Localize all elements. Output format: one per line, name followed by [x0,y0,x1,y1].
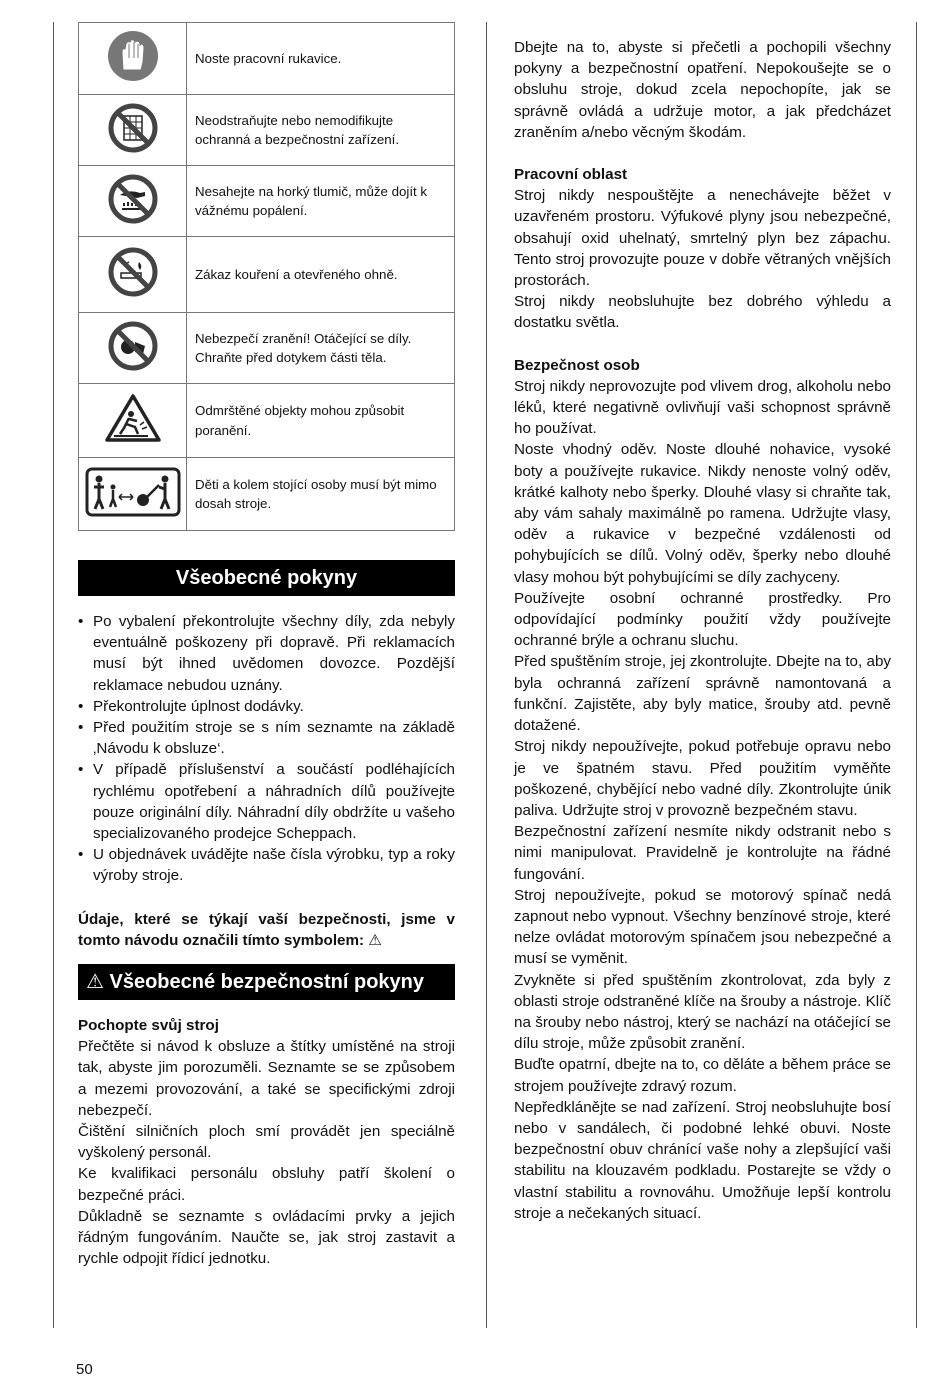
left-margin-line [53,22,54,1328]
general-list [78,611,455,887]
understand-machine-section [78,1015,455,1269]
list-item: • U objednávek uvádějte naše čísla výrobku, typ a roky výroby stroje. [78,844,455,886]
symbol-text: Nesahejte na horký tlumič, může dojít k vážnému popálení. [187,166,455,237]
gloves-icon [79,23,187,95]
list-item: • V případě příslušenství a součástí podléhajících rychlému opotřebení a náhradních dílů používejte pouze originální díly. Náhradní díly obdržíte u vašeho specializovaného prodejce Scheppach. [78,759,455,844]
right-column [514,37,891,1224]
page-number: 50 [76,1361,93,1378]
safety-note: Údaje, které se týkají vaší bezpečnosti, jsme v tomto návodu označili tímto symbolem: ⚠ [78,911,455,950]
paragraph: Stroj nikdy nespouštějte a nenechávejte běžet v uzavřeném prostoru. Výfukové plyny jsou nebezpečné, obsahují oxid uhelnatý, smrtelný plyn bez zápachu. Tento stroj provozujte pouze v dobře větraných vnějších prostorách. [514,187,891,290]
right-margin-line [916,22,917,1328]
paragraph: Noste vhodný oděv. Noste dlouhé nohavice, vysoké boty a používejte rukavice. Nikdy nenoste volný oděv, krátké kalhoty nebo šperky. Dlouhé vlasy si chraňte tak, aby vám sahaly maximálně po ramena. Udržujte vlasy, oděv a rukavice v bezpečné vzdálenosti od pohybujících se dílů. Volný oděv, šperky nebo dlouhé vlasy mohou být pohybujícími se díly zachyceny. [514,441,891,586]
general-title: Všeobecné pokyny [175,567,358,589]
understand-heading: Pochopte svůj stroj [78,1017,219,1034]
paragraph: Důkladně se seznamte s ovládacími prvky a jejich řádným fungováním. Naučte se, jak stroj zastavit a rychle odpojit řídicí jednotku. [78,1207,455,1268]
no-modify-guard-icon [79,95,187,166]
symbol-text: Odmrštěné objekty mohou způsobit poranění. [187,384,455,458]
paragraph: Buďte opatrní, dbejte na to, co děláte a během práce se strojem používejte zdravý rozum. [514,1056,891,1095]
paragraph: Stroj nikdy neobsluhujte bez dobrého výhledu a dostatku světla. [514,293,891,332]
paragraph: Stroj nikdy nepoužívejte, pokud potřebuje opravu nebo je ve špatném stavu. Před použitím vyměňte poškozené, chybějící nebo vadné díly. Zkontrolujte únik paliva. Udržujte stroj v provozně bezpečném stavu. [514,738,891,819]
symbol-text: Děti a kolem stojící osoby musí být mimo dosah stroje. [187,458,455,531]
intro-paragraph: Dbejte na to, abyste si přečetli a pochopili všechny pokyny a bezpečnostní opatření. Nepokoušejte se o obsluhu stroje, dokud zcela nepochopíte, jak se správně ovládá a udržuje motor, a jak předcházet zraněním a/nebo věcným škodám. [514,39,891,141]
symbol-row [79,237,455,313]
symbol-text: Noste pracovní rukavice. [187,23,455,95]
paragraph: Čištění silničních ploch smí provádět jen speciálně vyškolený personál. [78,1123,455,1162]
rotating-parts-icon [79,313,187,384]
safety-title: ⚠ Všeobecné bezpečnostní pokyny [86,971,425,993]
paragraph: Používejte osobní ochranné prostředky. Pro odpovídající podmínky použití vždy používejte ochranné brýle a ochranu sluchu. [514,589,891,650]
thrown-objects-icon [79,384,187,458]
symbol-text: Neodstraňujte nebo nemodifikujte ochranná a bezpečnostní zařízení. [187,95,455,166]
symbol-row [79,95,455,166]
symbol-row [79,384,455,458]
general-instructions-banner [78,560,455,596]
safety-instructions-banner [78,964,455,1000]
list-item: • Před použitím stroje se s ním seznamte na základě ‚Návodu k obsluze‘. [78,717,455,759]
paragraph: Přečtěte si návod k obsluze a štítky umístěné na stroji tak, abyste jim porozuměli. Seznamte se se způsobem a mezemi provozování, a také se specifickými zdroji nebezpečí. [78,1038,455,1119]
symbol-text: Nebezpečí zranění! Otáčející se díly. Chraňte před dotykem části těla. [187,313,455,384]
safety-note-block [78,909,455,951]
list-item: • Po vybalení překontrolujte všechny díly, zda nebyly eventuálně poškozeny při dopravě. Při reklamacích musí být ihned uvědomen dovozce. Pozdější reklamace nebudou uznány. [78,611,455,696]
paragraph: Nepředklánějte se nad zařízení. Stroj neobsluhujte bosí nebo v sandálech, či podobné lehké obuvi. Noste bezpečnostní obuv chránící vaše nohy a zlepšující vaši stabilitu na klouzavém podkladu. Postarejte se vždy o vlastní stabilitu a rovnováhu. Umožňuje lepší kontrolu stroje a nečekaných situací. [514,1098,891,1222]
personal-safety-heading: Bezpečnost osob [514,356,640,374]
no-touch-hot-muffler-icon [79,166,187,237]
work-area-heading: Pracovní oblast [514,166,628,184]
no-smoking-icon [79,237,187,313]
symbol-row [79,166,455,237]
keep-distance-icon [79,458,187,531]
symbol-text: Zákaz kouření a otevřeného ohně. [187,237,455,313]
paragraph: Bezpečnostní zařízení nesmíte nikdy odstranit nebo s nimi manipulovat. Pravidelně je kontrolujte na řádné fungování. [514,823,891,883]
symbol-row [79,23,455,95]
paragraph: Před spuštěním stroje, jej zkontrolujte. Dbejte na to, aby byla ochranná zařízení správně namontovaná a funkční. Zajistěte, aby byly matice, šrouby atd. pevně dotažené. [514,653,891,735]
list-item: • Překontrolujte úplnost dodávky. [78,696,455,717]
general-instructions-list-block [78,611,455,887]
symbol-row [79,458,455,531]
column-divider-line [486,22,487,1328]
paragraph: Ke kvalifikaci personálu obsluhy patří školení o bezpečné práci. [78,1165,455,1204]
symbol-row [79,313,455,384]
paragraph: Zvykněte si před spuštěním zkontrolovat, zda byly z oblasti stroje odstraněné klíče na šrouby a nástroje. Klíč na šrouby nebo nástroj, který se nachází na otáčející se dílu stroje, může způsobit zranění. [514,971,891,1053]
paragraph: Stroj nikdy neprovozujte pod vlivem drog, alkoholu nebo léků, které negativně ovlivňují vaši schopnost správně ho používat. [514,377,891,438]
symbol-table [78,22,455,531]
paragraph: Stroj nepoužívejte, pokud se motorový spínač nedá zapnout nebo vypnout. Všechny benzínové stroje, které nelze ovládat motorovým spínačem jsou nebezpečné a musí se vyměnit. [514,886,891,968]
